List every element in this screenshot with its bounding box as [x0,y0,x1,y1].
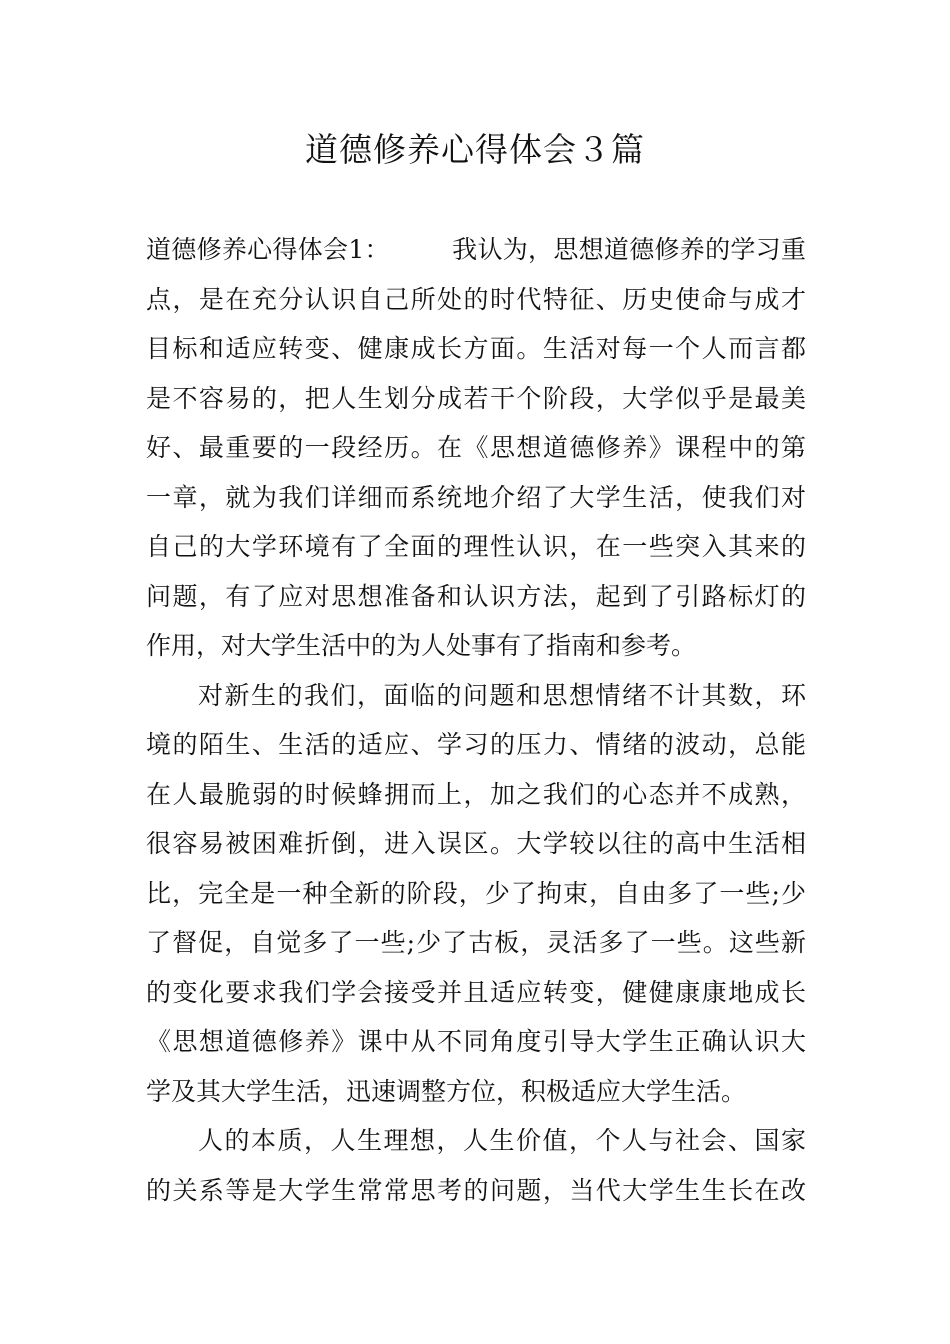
paragraph-2-line-7: 的变化要求我们学会接受并且适应转变，健健康康地成长 [146,977,806,1007]
document-title: 道德修养心得体会３篇 [305,130,645,169]
paragraph-2-line-5: 比，完全是一种全新的阶段，少了拘束，自由多了一些;少 [146,878,806,908]
paragraph-1-line-7: 自己的大学环境有了全面的理性认识，在一些突入其来的 [146,532,806,561]
paragraph-2-line-1: 对新生的我们，面临的问题和思想情绪不计其数，环 [198,680,806,710]
paragraph-3-line-1: 人的本质，人生理想，人生价值，个人与社会、国家 [198,1126,806,1155]
paragraph-2-line-6: 了督促，自觉多了一些;少了古板，灵活多了一些。这些新 [146,928,806,957]
paragraph-1-line-1 [146,225,806,275]
document-body [146,225,806,1215]
paragraph-1-line-3: 目标和适应转变、健康成长方面。生活对每一个人而言都 [146,334,806,363]
paragraph-2-line-2: 境的陌生、生活的适应、学习的压力、情绪的波动，总能 [146,730,806,759]
paragraph-2-line-3: 在人最脆弱的时候蜂拥而上，加之我们的心态并不成熟， [146,779,806,809]
paragraph-text: 我认为，思想道德修养的学习重 [451,235,806,264]
paragraph-1-line-6: 一章，就为我们详细而系统地介绍了大学生活，使我们对 [146,482,806,512]
paragraph-1-line-5: 好、最重要的一段经历。在《思想道德修养》课程中的第 [146,433,806,462]
section-lead: 道德修养心得体会1： [146,235,390,264]
paragraph-2-line-8: 《思想道德修养》课中从不同角度引导大学生正确认识大 [146,1027,806,1056]
paragraph-1-line-4: 是不容易的，把人生划分成若干个阶段，大学似乎是最美 [146,383,806,413]
paragraph-1-line-8: 问题，有了应对思想准备和认识方法，起到了引路标灯的 [146,581,806,611]
paragraph-2-line-9: 学及其大学生活，迅速调整方位，积极适应大学生活。 [146,1076,747,1106]
paragraph-2-line-4: 很容易被困难折倒，进入误区。大学较以往的高中生活相 [146,829,806,858]
paragraph-3-line-2: 的关系等是大学生常常思考的问题，当代大学生生长在改 [146,1175,806,1205]
paragraph-1-line-9: 作用，对大学生活中的为人处事有了指南和参考。 [146,631,697,660]
paragraph-1-line-2: 点，是在充分认识自己所处的时代特征、历史使命与成才 [146,284,806,314]
